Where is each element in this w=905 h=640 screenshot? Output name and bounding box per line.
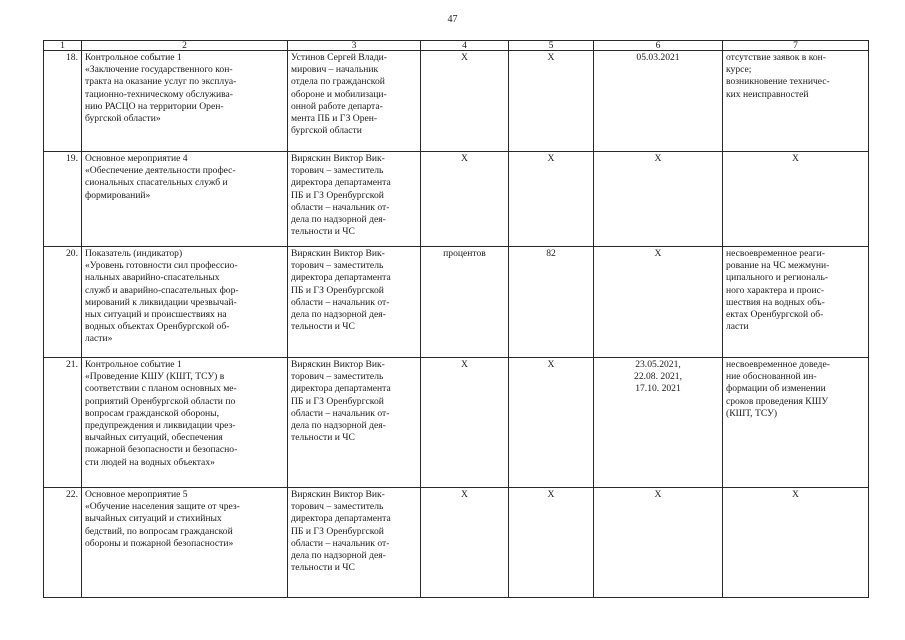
- table-row: [44, 152, 869, 247]
- event-name: Основное мероприятие 4 «Обеспечение деятельности профес- сиональных спасательных служб и формирований»: [82, 152, 288, 247]
- event-name: Показатель (индикатор) «Уровень готовности сил профессио- нальных аварийно-спасательных служб и аварийно-спасательных фор- мирований к ликвидации чрезвычай- ных ситуаций и происшествиях на водных объектах Оренбургской об- ласти»: [82, 247, 288, 358]
- plan-table: [43, 40, 869, 598]
- responsible-executor: Виряскин Виктор Вик- торович – заместитель директора департамента ПБ и ГЗ Оренбургской области – начальник от- дела по надзорной дея- тельности и ЧС: [288, 358, 421, 488]
- column-header: 7: [723, 41, 869, 51]
- column-header: 4: [421, 41, 509, 51]
- column-header: 6: [594, 41, 723, 51]
- event-name: Основное мероприятие 5 «Обучение населения защите от чрез- вычайных ситуаций и стихийных бедствий, по вопросам гражданской обороны и пожарной безопасности»: [82, 488, 288, 598]
- responsible-executor: Виряскин Виктор Вик- торович – заместитель директора департамента ПБ и ГЗ Оренбургской области – начальник от- дела по надзорной дея- тельности и ЧС: [288, 152, 421, 247]
- table-header-row: [44, 41, 869, 51]
- row-number: 20.: [44, 247, 82, 358]
- unit-cell: Х: [421, 152, 509, 247]
- date-cell: 05.03.2021: [594, 51, 723, 152]
- column-header: 5: [509, 41, 594, 51]
- value-cell: Х: [509, 358, 594, 488]
- table-row: [44, 51, 869, 152]
- responsible-executor: Виряскин Виктор Вик- торович – заместитель директора департамента ПБ и ГЗ Оренбургской области – начальник от- дела по надзорной дея- тельности и ЧС: [288, 247, 421, 358]
- table-row: [44, 488, 869, 598]
- responsible-executor: Устинов Сергей Влади- мирович – начальник отдела по гражданской обороне и мобилизаци- онной работе департа- мента ПБ и ГЗ Орен- бургской области: [288, 51, 421, 152]
- unit-cell: процентов: [421, 247, 509, 358]
- value-cell: Х: [509, 51, 594, 152]
- value-cell: Х: [509, 152, 594, 247]
- event-name: Контрольное событие 1 «Проведение КШУ (КШТ, ТСУ) в соответствии с планом основных ме- роприятий Оренбургской области по вопросам гражданской обороны, предупреждения и ликвидации чрез- вычайных ситуаций, обеспечения пожарной безопасности и безопасно- сти людей на водных объектах»: [82, 358, 288, 488]
- risk-cell: Х: [723, 152, 869, 247]
- row-number: 22.: [44, 488, 82, 598]
- date-cell: Х: [594, 247, 723, 358]
- date-cell: 23.05.2021, 22.08. 2021, 17.10. 2021: [594, 358, 723, 488]
- unit-cell: Х: [421, 358, 509, 488]
- risk-cell: несвоевременное доведе- ние обоснованной ин- формации об изменении сроков проведения КШУ (КШТ, ТСУ): [723, 358, 869, 488]
- row-number: 18.: [44, 51, 82, 152]
- column-header: 2: [82, 41, 288, 51]
- unit-cell: Х: [421, 51, 509, 152]
- table-row: [44, 247, 869, 358]
- column-header: 3: [288, 41, 421, 51]
- risk-cell: несвоевременное реаги- рование на ЧС межмуни- ципального и региональ- ного характера и проис- шествия на водных объ- ектах Оренбургской об- ласти: [723, 247, 869, 358]
- row-number: 19.: [44, 152, 82, 247]
- risk-cell: отсутствие заявок в кон- курсе; возникновение техничес- ких неисправностей: [723, 51, 869, 152]
- column-header: 1: [44, 41, 82, 51]
- table-row: [44, 358, 869, 488]
- unit-cell: Х: [421, 488, 509, 598]
- value-cell: Х: [509, 488, 594, 598]
- risk-cell: Х: [723, 488, 869, 598]
- page-number: 47: [447, 14, 458, 25]
- date-cell: Х: [594, 152, 723, 247]
- row-number: 21.: [44, 358, 82, 488]
- event-name: Контрольное событие 1 «Заключение государственного кон- тракта на оказание услуг по эксплуа- тационно-техническому обслужива- нию РАСЦО на территории Орен- бургской области»: [82, 51, 288, 152]
- date-cell: Х: [594, 488, 723, 598]
- value-cell: 82: [509, 247, 594, 358]
- responsible-executor: Виряскин Виктор Вик- торович – заместитель директора департамента ПБ и ГЗ Оренбургской области – начальник от- дела по надзорной дея- тельности и ЧС: [288, 488, 421, 598]
